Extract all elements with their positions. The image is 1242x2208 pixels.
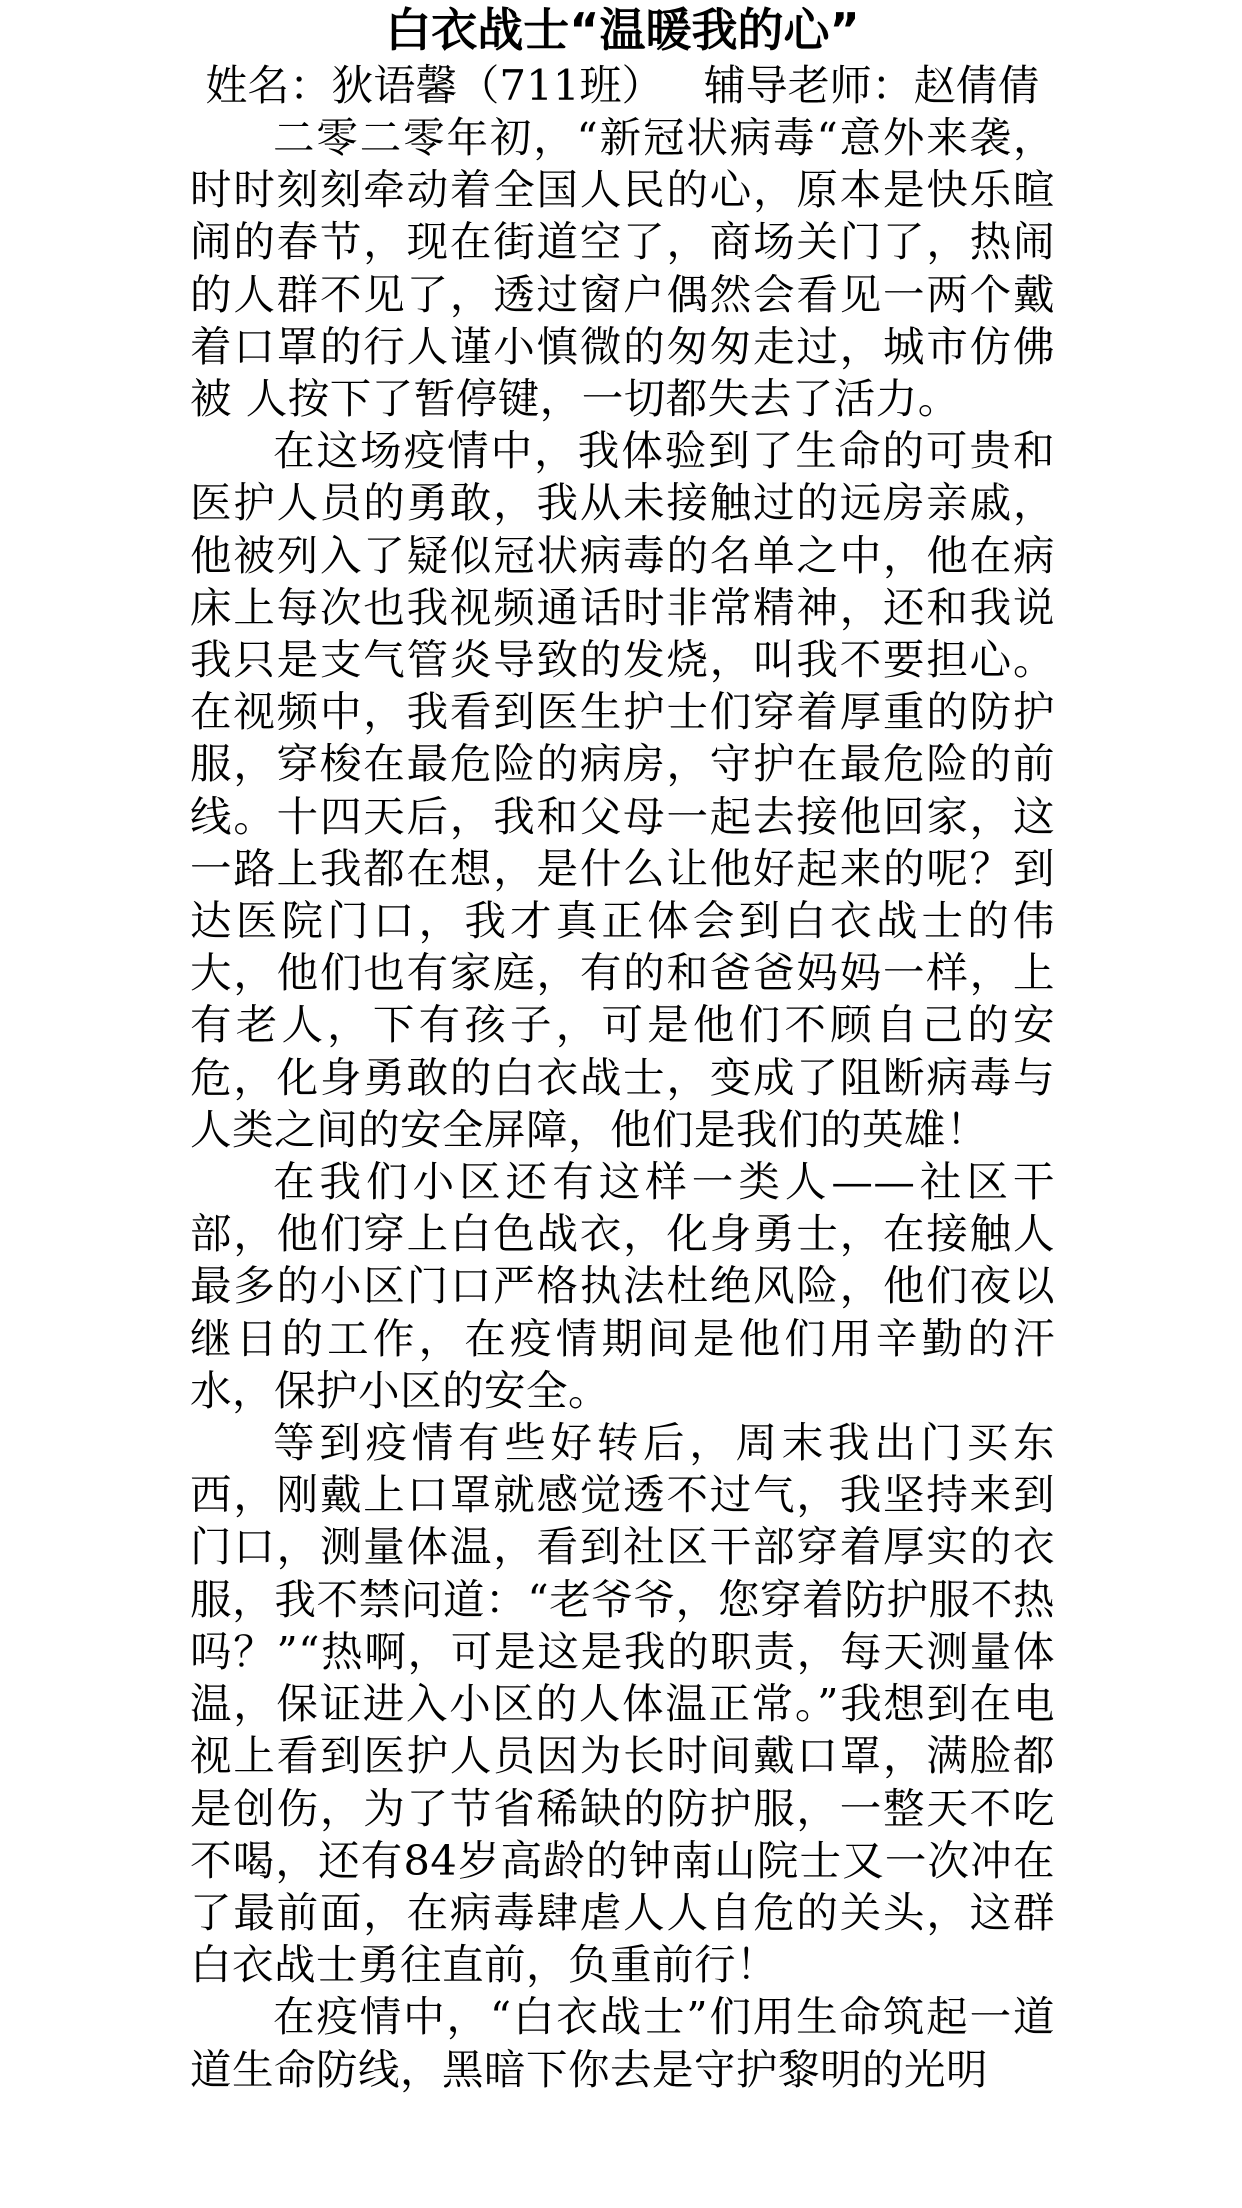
paragraph: 二零二零年初，“新冠状病毒“意外来袭，时时刻刻牵动着全国人民的心，原本是快乐暄闹的春节，现在街道空了，商场关门了，热闹的人群不见了，透过窗户偶然会看见一两个戴着口罩的行人谨小慎微的匆匆走过，城市仿佛被 人按下了暂停键，一切都失去了活力。 — [190, 113, 1055, 424]
article-title: 白衣战士“温暖我的心” — [385, 3, 860, 57]
author-byline: 姓名：狄语馨（711班） 辅导老师：赵倩倩 — [205, 61, 1040, 110]
article — [190, 0, 1055, 2096]
paragraph: 在我们小区还有这样一类人——社区干部，他们穿上白色战衣，化身勇士，在接触人最多的小区门口严格执法杜绝风险，他们夜以继日的工作，在疫情期间是他们用辛勤的汗水，保护小区的安全。 — [190, 1157, 1055, 1415]
paragraph: 等到疫情有些好转后，周末我出门买东西，刚戴上口罩就感觉透不过气，我坚持来到门口，测量体温，看到社区干部穿着厚实的衣服，我不禁问道：“老爷爷，您穿着防护服不热吗？”“热啊，可是这是我的职责，每天测量体温，保证进入小区的人体温正常。”我想到在电视上看到医护人员因为长时间戴口罩，满脸都是创伤，为了节省稀缺的防护服，一整天不吃不喝，还有84岁高龄的钟南山院士又一次冲在了最前面，在病毒肆虐人人自危的关头，这群白衣战士勇往直前，负重前行！ — [190, 1418, 1055, 1990]
paragraph: 在疫情中，“白衣战士”们用生命筑起一道道生命防线，黑暗下你去是守护黎明的光明 — [190, 1992, 1055, 2094]
paragraph: 在这场疫情中，我体验到了生命的可贵和医护人员的勇敢，我从未接触过的远房亲戚，他被列入了疑似冠状病毒的名单之中，他在病床上每次也我视频通话时非常精神，还和我说我只是支气管炎导致的发烧，叫我不要担心。在视频中，我看到医生护士们穿着厚重的防护服，穿梭在最危险的病房，守护在最危险的前线。十四天后，我和父母一起去接他回家，这一路上我都在想，是什么让他好起来的呢？到达医院门口，我才真正体会到白衣战士的伟大，他们也有家庭，有的和爸爸妈妈一样，上有老人，下有孩子，可是他们不顾自己的安危，化身勇敢的白衣战士，变成了阻断病毒与人类之间的安全屏障，他们是我们的英雄！ — [190, 426, 1055, 1154]
